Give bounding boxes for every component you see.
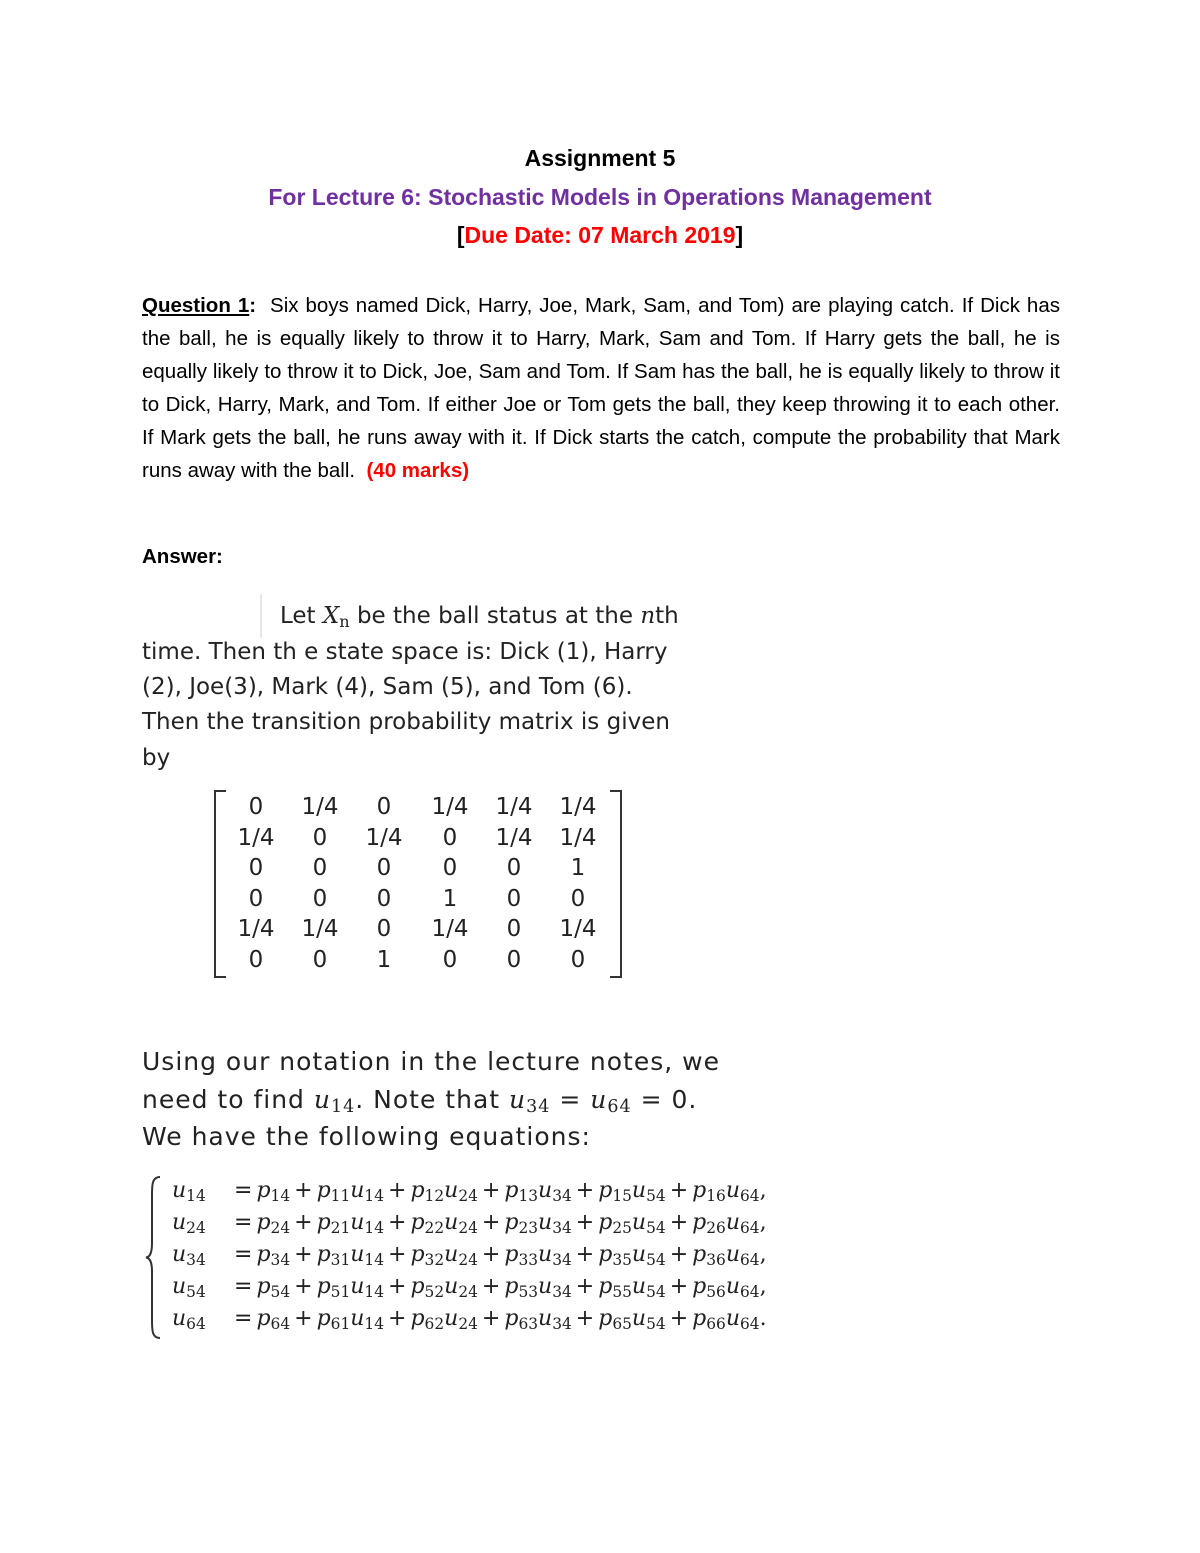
var-x-letter: X (322, 603, 340, 629)
var-n: n (640, 603, 656, 629)
due-date-text: Due Date: 07 March 2019 (464, 222, 736, 248)
var-u34-letter: u (509, 1085, 527, 1114)
equation-brace (144, 1175, 164, 1340)
text-cursor-bar (260, 594, 262, 638)
var-u14 (313, 1085, 356, 1117)
var-u34-sub: 34 (526, 1097, 551, 1117)
due-bracket-open: [ (456, 222, 465, 248)
equation-row: $u_{14} = p_{14} + p_{11}u_{14} + p_{12}u_{24} + p_{13}u_{34} + p_{15}u_{54} + p_{16}u_{64}$, (172, 1178, 767, 1205)
question-colon: : (249, 294, 257, 317)
matrix-cell: 1 (442, 885, 458, 912)
matrix-cell: 0 (248, 794, 264, 820)
matrix-cell: 0 (376, 855, 392, 881)
notation-line-3: We have the following equations: (142, 1122, 591, 1151)
matrix-cell: 1/4 (559, 794, 597, 820)
notation-line2-a: need to find (142, 1085, 305, 1114)
matrix-cell: 0 (506, 916, 522, 942)
matrix-cell: 1/4 (301, 794, 339, 820)
answer-label: Answer: (142, 545, 223, 568)
matrix-cell: 1/4 (495, 794, 533, 820)
matrix-cell: 0 (312, 824, 328, 851)
matrix-cell: 0 (376, 794, 392, 820)
matrix-cell: 1/4 (431, 794, 469, 820)
matrix-cell: 0 (506, 855, 522, 881)
notation-line2-b: . Note that (355, 1085, 501, 1114)
var-u64-letter: u (590, 1085, 608, 1114)
matrix-cell: 0 (248, 855, 264, 881)
matrix-cell: 0 (376, 916, 392, 942)
matrix-right-bracket (610, 790, 622, 978)
answer-line1-c: th (655, 603, 679, 629)
matrix-cell: 0 (312, 855, 328, 881)
notation-equals: = (559, 1085, 582, 1114)
matrix-cell: 1/4 (559, 824, 597, 851)
equation-row: $u_{54} = p_{54} + p_{51}u_{14} + p_{52}u_{24} + p_{53}u_{34} + p_{55}u_{54} + p_{56}u_{64}$, (172, 1274, 767, 1301)
matrix-cell: 1/4 (495, 824, 533, 851)
matrix-cell: 0 (506, 885, 522, 912)
matrix-cell: 1/4 (559, 916, 597, 942)
matrix-cell: 1/4 (237, 916, 275, 942)
matrix-cell: 0 (570, 946, 586, 973)
var-u64 (590, 1085, 632, 1117)
matrix-cell: 0 (442, 946, 458, 973)
matrix-cell: 1/4 (365, 824, 403, 851)
due-date (0, 222, 1200, 249)
matrix-cell: 1 (570, 855, 586, 881)
answer-line-4: Then the transition probability matrix is given (142, 709, 670, 735)
var-u14-sub: 14 (331, 1097, 356, 1117)
matrix-cell: 1/4 (301, 916, 339, 942)
matrix-cell: 0 (506, 946, 522, 973)
matrix-cell: 0 (248, 885, 264, 912)
matrix-cell: 0 (570, 885, 586, 912)
answer-line-2: time. Then th e state space is: Dick (1), Harry (142, 639, 668, 665)
matrix-cell: 0 (442, 824, 458, 851)
answer-line-1 (280, 603, 679, 631)
var-u34 (509, 1085, 551, 1117)
matrix-cell: 0 (376, 885, 392, 912)
transition-matrix (214, 790, 622, 976)
notation-line-1: Using our notation in the lecture notes, we (142, 1047, 720, 1076)
assignment-title: Assignment 5 (524, 145, 676, 171)
lecture-subtitle: For Lecture 6: Stochastic Models in Operations Management (268, 184, 932, 210)
notation-line-2 (142, 1085, 697, 1117)
var-u14-letter: u (313, 1085, 331, 1114)
matrix-cell: 0 (248, 946, 264, 973)
matrix-cell: 1/4 (237, 824, 275, 851)
var-x-sub: n (339, 612, 350, 631)
answer-line-3: (2), Joe(3), Mark (4), Sam (5), and Tom (6). (142, 674, 633, 700)
question-1 (142, 289, 1060, 487)
var-u64-sub: 64 (607, 1097, 632, 1117)
equation-row: $u_{64} = p_{64} + p_{61}u_{14} + p_{62}u_{24} + p_{63}u_{34} + p_{65}u_{54} + p_{66}u_{64}$. (172, 1306, 767, 1333)
question-text: Six boys named Dick, Harry, Joe, Mark, Sam, and Tom) are playing catch. If Dick has the ball, he is equally likely to throw it to Harry, Mark, Sam and Tom. If Harry gets the ball, he is equally likely to throw it to Dick, Joe, Sam and Tom. If Sam has the ball, he is equally likely to throw it to Dick, Harry, Mark, and Tom. If either Joe or Tom gets the ball, they keep throwing it to each other. If Mark gets the ball, he runs away with it. If Dick starts the catch, compute the probability that Mark runs away with the ball. (142, 294, 1060, 482)
matrix-cell: 0 (312, 885, 328, 912)
answer-line-5: by (142, 745, 171, 771)
question-label: Question 1 (142, 294, 250, 317)
matrix-cell: 0 (312, 946, 328, 973)
notation-equals-zero: = 0. (640, 1085, 698, 1114)
answer-line1-b: be the ball status at the (356, 603, 634, 629)
matrix-cell: 1 (376, 946, 392, 973)
equation-row: $u_{24} = p_{24} + p_{21}u_{14} + p_{22}u_{24} + p_{23}u_{34} + p_{25}u_{54} + p_{26}u_{64}$, (172, 1210, 767, 1237)
due-bracket-close: ] (735, 222, 744, 248)
matrix-cell: 1/4 (431, 916, 469, 942)
matrix-cell: 0 (442, 855, 458, 881)
equation-row: $u_{34} = p_{34} + p_{31}u_{14} + p_{32}u_{24} + p_{33}u_{34} + p_{35}u_{54} + p_{36}u_{64}$, (172, 1242, 767, 1269)
var-x (323, 603, 350, 629)
answer-line1-a: Let (280, 603, 316, 629)
question-marks: (40 marks) (366, 459, 470, 482)
